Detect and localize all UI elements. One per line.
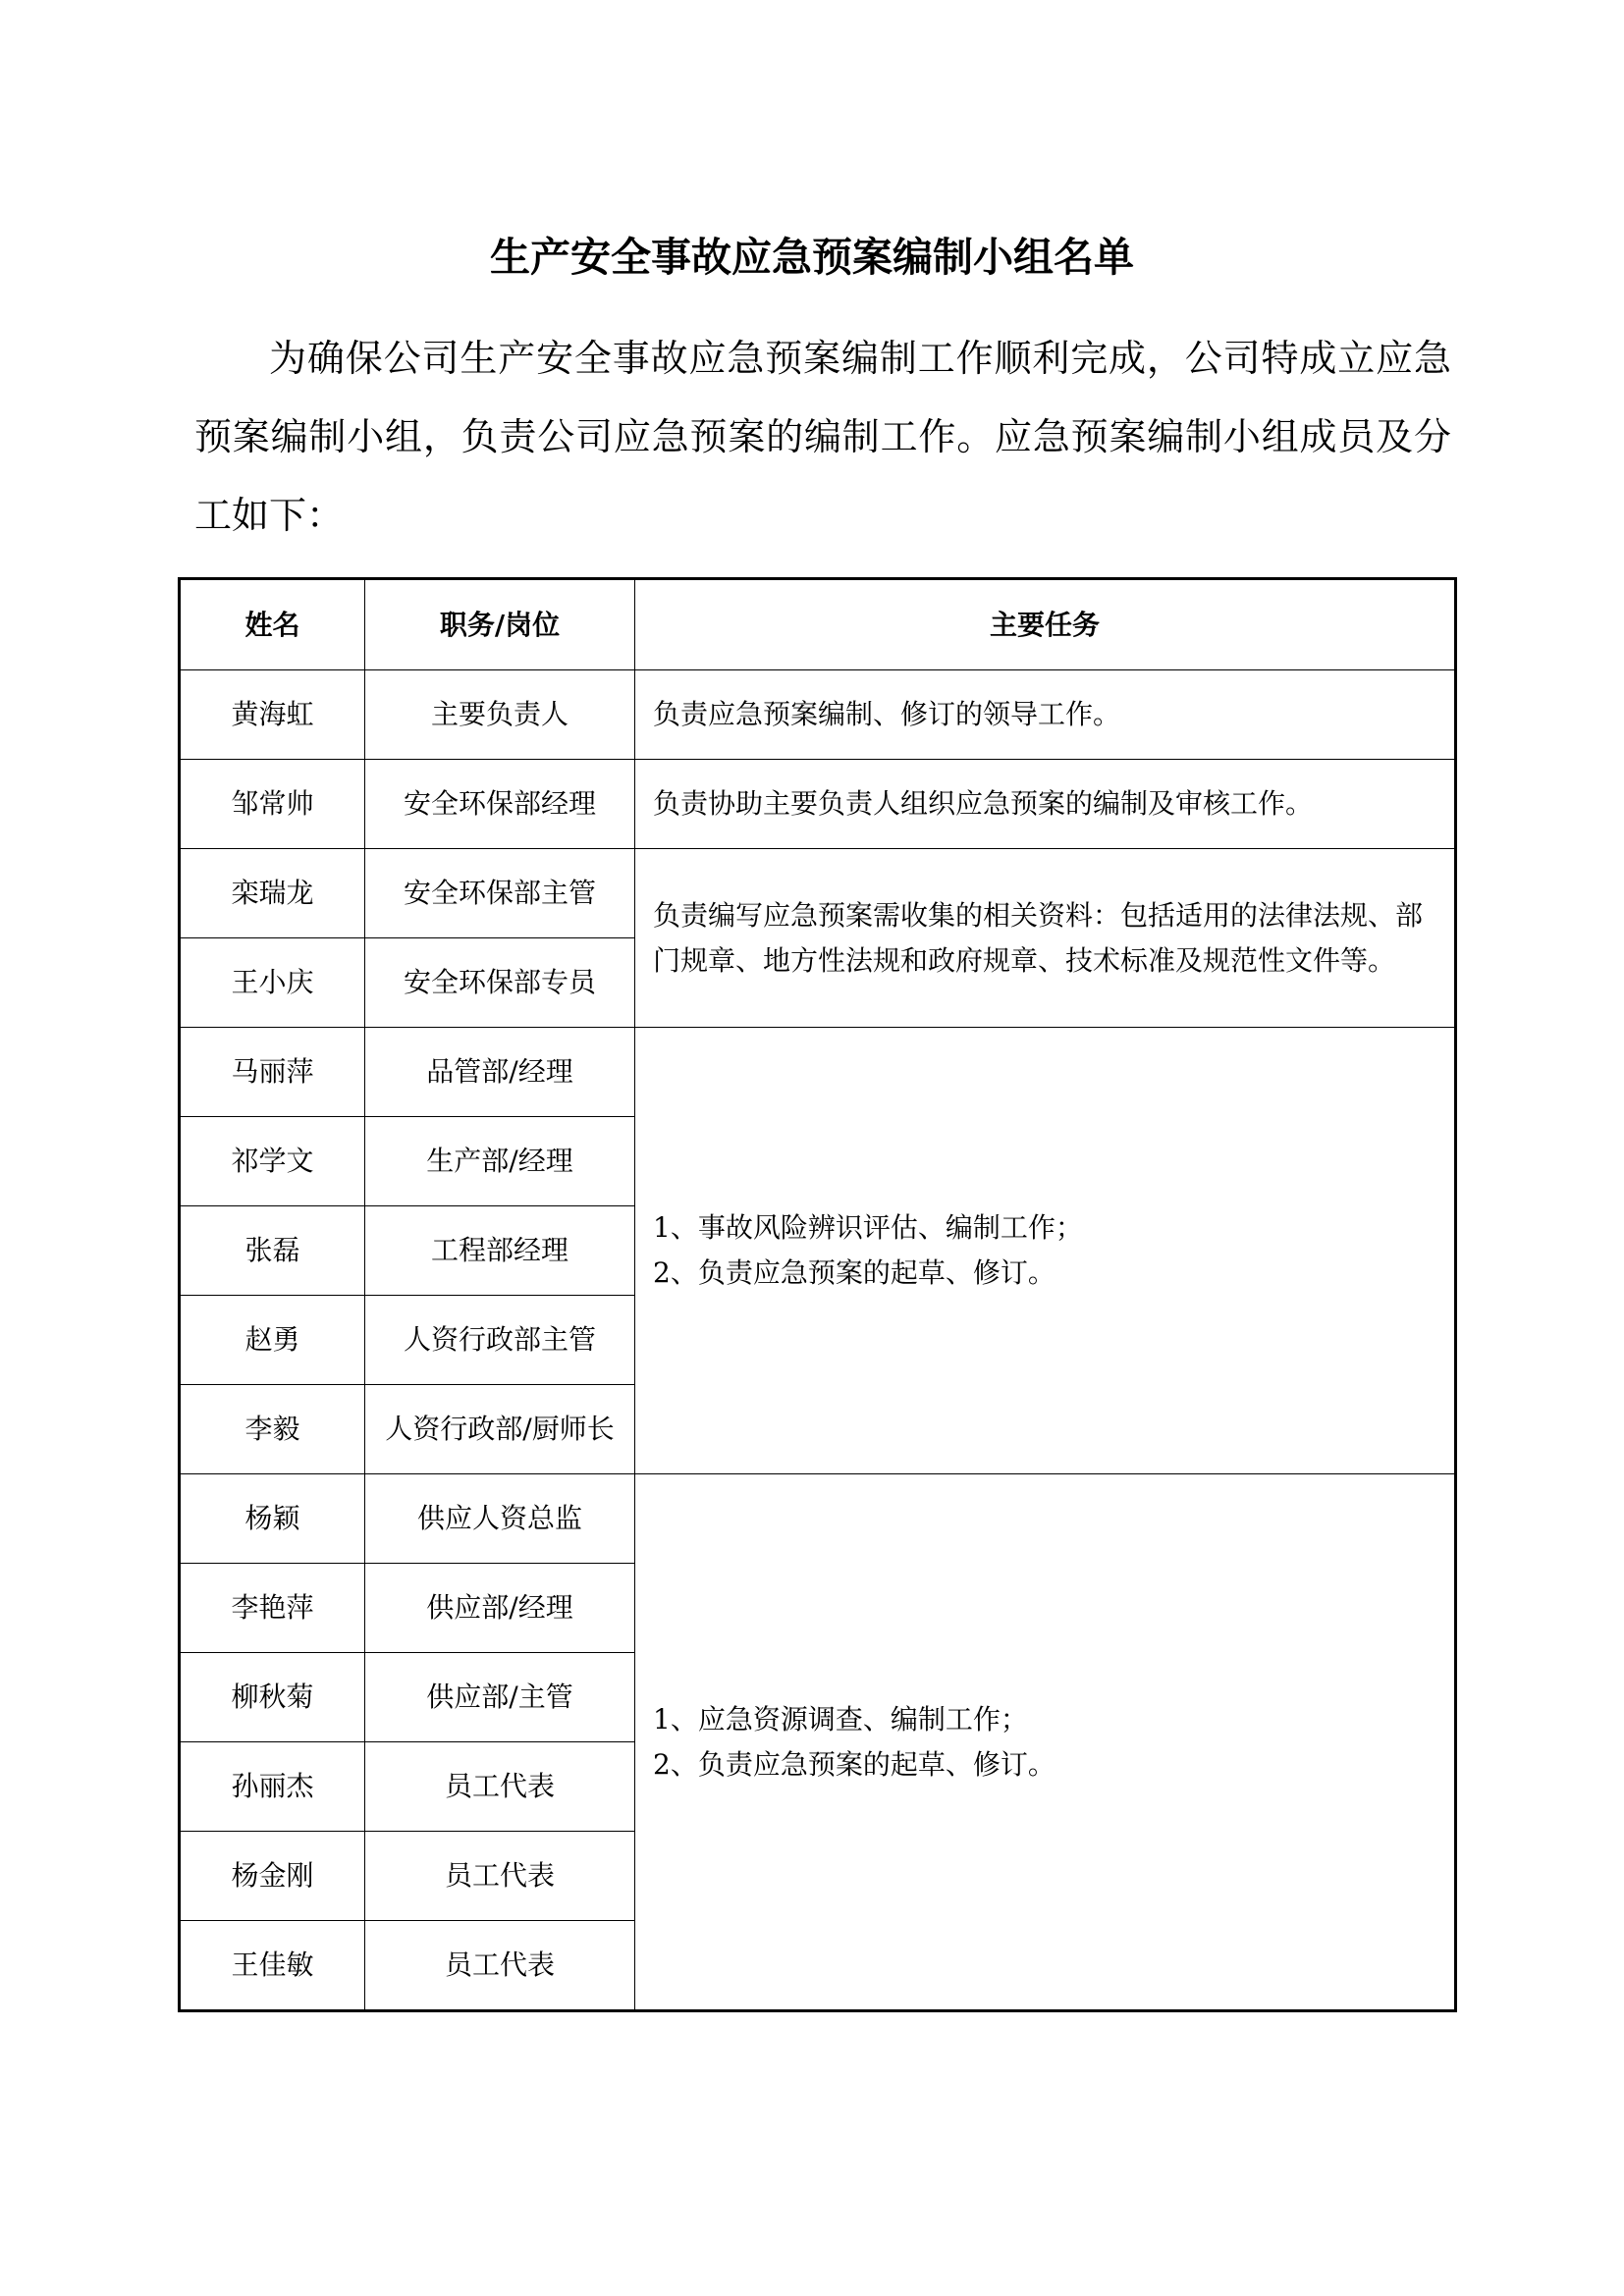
intro-paragraph: 为确保公司生产安全事故应急预案编制工作顺利完成，公司特成立应急预案编制小组，负责公司应急预案的编制工作。应急预案编制小组成员及分工如下： xyxy=(194,337,1451,537)
member-role: 员工代表 xyxy=(365,1832,635,1921)
member-role: 安全环保部主管 xyxy=(365,849,635,938)
member-role: 供应部/经理 xyxy=(365,1564,635,1653)
document-title: 生产安全事故应急预案编制小组名单 xyxy=(490,234,1134,281)
member-name: 邹常帅 xyxy=(180,760,365,849)
member-name: 王佳敏 xyxy=(180,1921,365,2011)
table-header-row xyxy=(180,579,1456,670)
table-row xyxy=(180,849,1456,938)
member-role: 安全环保部专员 xyxy=(365,938,635,1028)
member-name: 栾瑞龙 xyxy=(180,849,365,938)
member-name: 祁学文 xyxy=(180,1117,365,1206)
member-name: 黄海虹 xyxy=(180,670,365,760)
member-role: 生产部/经理 xyxy=(365,1117,635,1206)
member-role: 安全环保部经理 xyxy=(365,760,635,849)
task-cell xyxy=(635,760,1456,849)
task-cell xyxy=(635,1028,1456,1474)
member-role: 供应人资总监 xyxy=(365,1474,635,1564)
member-name: 孙丽杰 xyxy=(180,1742,365,1832)
member-name: 李毅 xyxy=(180,1385,365,1474)
member-role: 品管部/经理 xyxy=(365,1028,635,1117)
task-line: 2、负责应急预案的起草、修订。 xyxy=(653,1747,1056,1781)
header-role: 职务/岗位 xyxy=(365,579,635,670)
task-line: 负责协助主要负责人组织应急预案的编制及审核工作。 xyxy=(653,787,1314,820)
task-line: 1、事故风险辨识评估、编制工作； xyxy=(653,1211,1083,1244)
table-row xyxy=(180,670,1456,760)
member-name: 柳秋菊 xyxy=(180,1653,365,1742)
table-row xyxy=(180,1474,1456,1564)
member-name: 李艳萍 xyxy=(180,1564,365,1653)
task-cell xyxy=(635,1474,1456,2011)
member-role: 员工代表 xyxy=(365,1921,635,2011)
task-cell xyxy=(635,670,1456,760)
task-line: 负责编写应急预案需收集的相关资料：包括适用的法律法规、部门规章、地方性法规和政府规章、技术标准及规范性文件等。 xyxy=(653,898,1424,977)
member-name: 杨金刚 xyxy=(180,1832,365,1921)
header-task: 主要任务 xyxy=(635,579,1456,670)
member-role: 人资行政部/厨师长 xyxy=(365,1385,635,1474)
member-name: 杨颖 xyxy=(180,1474,365,1564)
task-line: 2、负责应急预案的起草、修订。 xyxy=(653,1256,1056,1289)
member-role: 主要负责人 xyxy=(365,670,635,760)
task-cell xyxy=(635,849,1456,1028)
member-role: 供应部/主管 xyxy=(365,1653,635,1742)
member-role: 员工代表 xyxy=(365,1742,635,1832)
table-row xyxy=(180,760,1456,849)
member-name: 马丽萍 xyxy=(180,1028,365,1117)
roster-table xyxy=(178,577,1457,2012)
member-name: 张磊 xyxy=(180,1206,365,1296)
member-role: 人资行政部主管 xyxy=(365,1296,635,1385)
member-role: 工程部经理 xyxy=(365,1206,635,1296)
task-line: 1、应急资源调查、编制工作； xyxy=(653,1702,1028,1735)
table-row xyxy=(180,1028,1456,1117)
member-name: 赵勇 xyxy=(180,1296,365,1385)
task-line: 负责应急预案编制、修订的领导工作。 xyxy=(653,698,1121,730)
member-name: 王小庆 xyxy=(180,938,365,1028)
header-name: 姓名 xyxy=(180,579,365,670)
